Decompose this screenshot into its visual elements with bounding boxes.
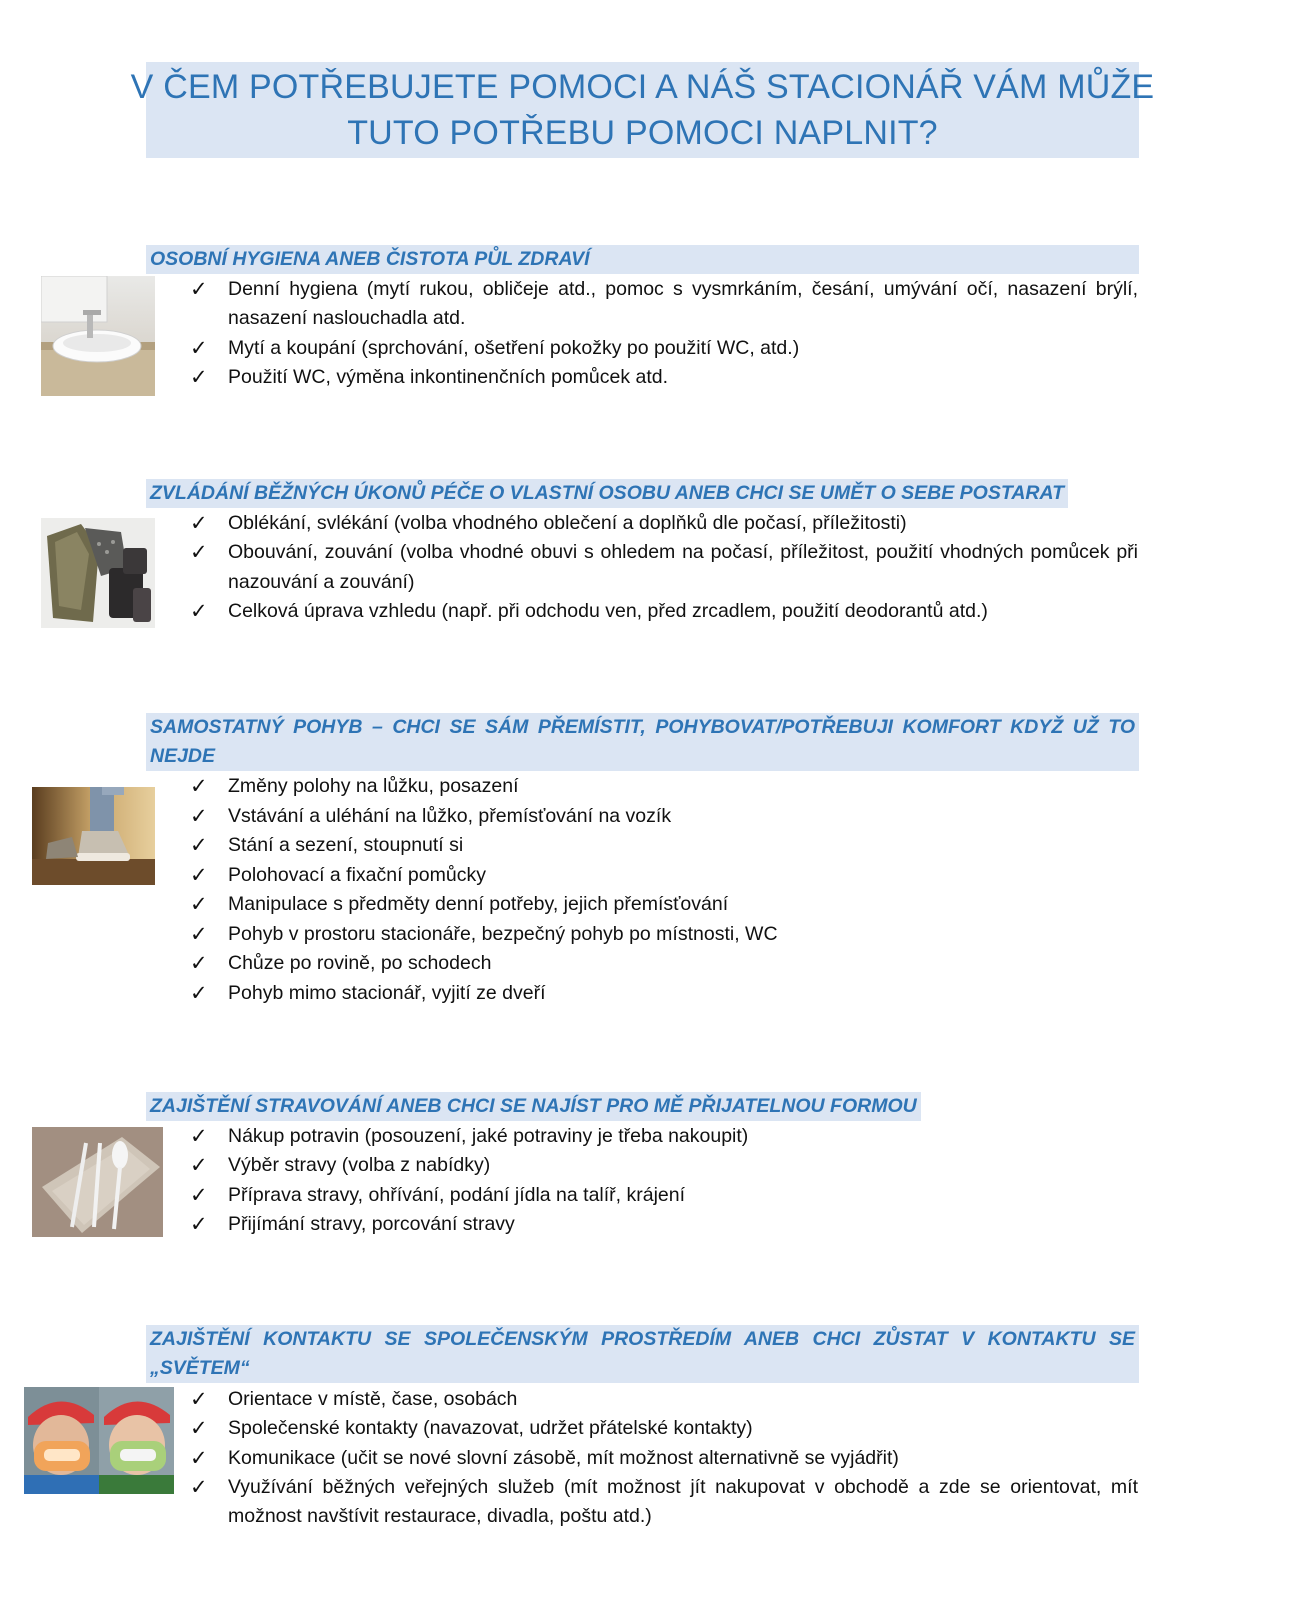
checkmark-icon: ✓ [190, 1124, 208, 1148]
list-item: ✓ Denní hygiena (mytí rukou, obličeje atd., pomoc s vysmrkáním, česání, umývání očí, nasazení brýlí, nasazení naslouchadla atd. [190, 277, 1138, 330]
self-care-list [190, 509, 1138, 626]
list-item: ✓ Mytí a koupání (sprchování, ošetření pokožky po použití WC, atd.) [190, 334, 1138, 363]
checkmark-icon: ✓ [190, 1445, 208, 1470]
section-heading-mobility: SAMOSTATNÝ POHYB – CHCI SE SÁM PŘEMÍSTIT, POHYBOVAT/POTŘEBUJI KOMFORT KDYŽ UŽ TO NEJDE [146, 713, 1139, 771]
checkmark-icon: ✓ [190, 540, 208, 565]
checkmark-icon: ✓ [190, 774, 208, 798]
section-heading-food: ZAJIŠTĚNÍ STRAVOVÁNÍ ANEB CHCI SE NAJÍST PRO MĚ PŘIJATELNOU FORMOU [146, 1092, 921, 1121]
checkmark-icon: ✓ [190, 1182, 208, 1207]
checkmark-icon: ✓ [190, 1211, 208, 1236]
checkmark-icon: ✓ [190, 951, 208, 975]
social-contact-list [190, 1385, 1138, 1531]
page-title [130, 62, 1155, 158]
checkmark-icon: ✓ [190, 598, 208, 623]
list-item: ✓ Použití WC, výměna inkontinenčních pomůcek atd. [190, 363, 1138, 392]
list-item: ✓ Chůze po rovině, po schodech [190, 949, 1138, 979]
checkmark-icon: ✓ [190, 364, 208, 389]
washbasin-photo-icon [41, 276, 155, 396]
checkmark-icon: ✓ [190, 335, 208, 360]
checkmark-icon: ✓ [190, 1474, 208, 1499]
list-item: ✓ Oblékání, svlékání (volba vhodného oblečení a doplňků dle počasí, příležitosti) [190, 509, 1138, 538]
page-title-line-2: TUTO POTŘEBU POMOCI NAPLNIT? [347, 114, 938, 152]
list-item: ✓ Polohovací a fixační pomůcky [190, 861, 1138, 891]
mobility-list [190, 772, 1138, 1008]
list-item: ✓ Využívání běžných veřejných služeb (mít možnost jít nakupovat v obchodě a zde se orientovat, mít možnost navštívit restaurace, divadla, poštu atd.) [190, 1474, 1138, 1528]
checkmark-icon: ✓ [190, 1387, 208, 1411]
children-masks-photo-icon [24, 1387, 174, 1494]
checkmark-icon: ✓ [190, 980, 208, 1005]
list-item: ✓ Změny polohy na lůžku, posazení [190, 772, 1138, 802]
list-item: ✓ Nákup potravin (posouzení, jaké potraviny je třeba nakoupit) [190, 1122, 1138, 1151]
hygiene-list [190, 275, 1138, 392]
list-item: ✓ Obouvání, zouvání (volba vhodné obuvi s ohledem na počasí, příležitost, použití vhodných pomůcek při nazouvání a zouvání) [190, 540, 1138, 593]
cutlery-photo-icon [32, 1127, 163, 1237]
checkmark-icon: ✓ [190, 921, 208, 946]
list-item: ✓ Přijímání stravy, porcování stravy [190, 1210, 1138, 1239]
checkmark-icon: ✓ [190, 277, 208, 301]
list-item: ✓ Pohyb mimo stacionář, vyjití ze dveří [190, 979, 1138, 1009]
section-heading-hygiene: OSOBNÍ HYGIENA ANEB ČISTOTA PŮL ZDRAVÍ [146, 245, 1139, 274]
checkmark-icon: ✓ [190, 1416, 208, 1441]
checkmark-icon: ✓ [190, 511, 208, 535]
section-heading-social-contact: ZAJIŠTĚNÍ KONTAKTU SE SPOLEČENSKÝM PROSTŘEDÍM ANEB CHCI ZŮSTAT V KONTAKTU SE „SVĚTEM“ [146, 1325, 1139, 1383]
list-item: ✓ Příprava stravy, ohřívání, podání jídla na talíř, krájení [190, 1181, 1138, 1210]
walking-feet-photo-icon [32, 787, 155, 885]
list-item: ✓ Výběr stravy (volba z nabídky) [190, 1151, 1138, 1180]
list-item: ✓ Orientace v místě, čase, osobách [190, 1385, 1138, 1414]
checkmark-icon: ✓ [190, 1153, 208, 1178]
checkmark-icon: ✓ [190, 833, 208, 857]
food-list [190, 1122, 1138, 1239]
clothes-photo-icon [41, 518, 155, 628]
checkmark-icon: ✓ [190, 892, 208, 916]
section-heading-self-care: ZVLÁDÁNÍ BĚŽNÝCH ÚKONŮ PÉČE O VLASTNÍ OSOBU ANEB CHCI SE UMĚT O SEBE POSTARAT [146, 479, 1068, 508]
list-item: ✓ Vstávání a uléhání na lůžko, přemísťování na vozík [190, 802, 1138, 832]
list-item: ✓ Manipulace s předměty denní potřeby, jejich přemísťování [190, 890, 1138, 920]
list-item: ✓ Komunikace (učit se nové slovní zásobě, mít možnost alternativně se vyjádřit) [190, 1444, 1138, 1473]
page-title-line-1: V ČEM POTŘEBUJETE POMOCI A NÁŠ STACIONÁŘ VÁM MŮŽE [130, 68, 1155, 106]
list-item: ✓ Společenské kontakty (navazovat, udržet přátelské kontakty) [190, 1414, 1138, 1443]
checkmark-icon: ✓ [190, 803, 208, 828]
list-item: ✓ Pohyb v prostoru stacionáře, bezpečný pohyb po místnosti, WC [190, 920, 1138, 950]
checkmark-icon: ✓ [190, 862, 208, 887]
list-item: ✓ Celková úprava vzhledu (např. při odchodu ven, před zrcadlem, použití deodorantů atd.) [190, 597, 1138, 626]
list-item: ✓ Stání a sezení, stoupnutí si [190, 831, 1138, 861]
